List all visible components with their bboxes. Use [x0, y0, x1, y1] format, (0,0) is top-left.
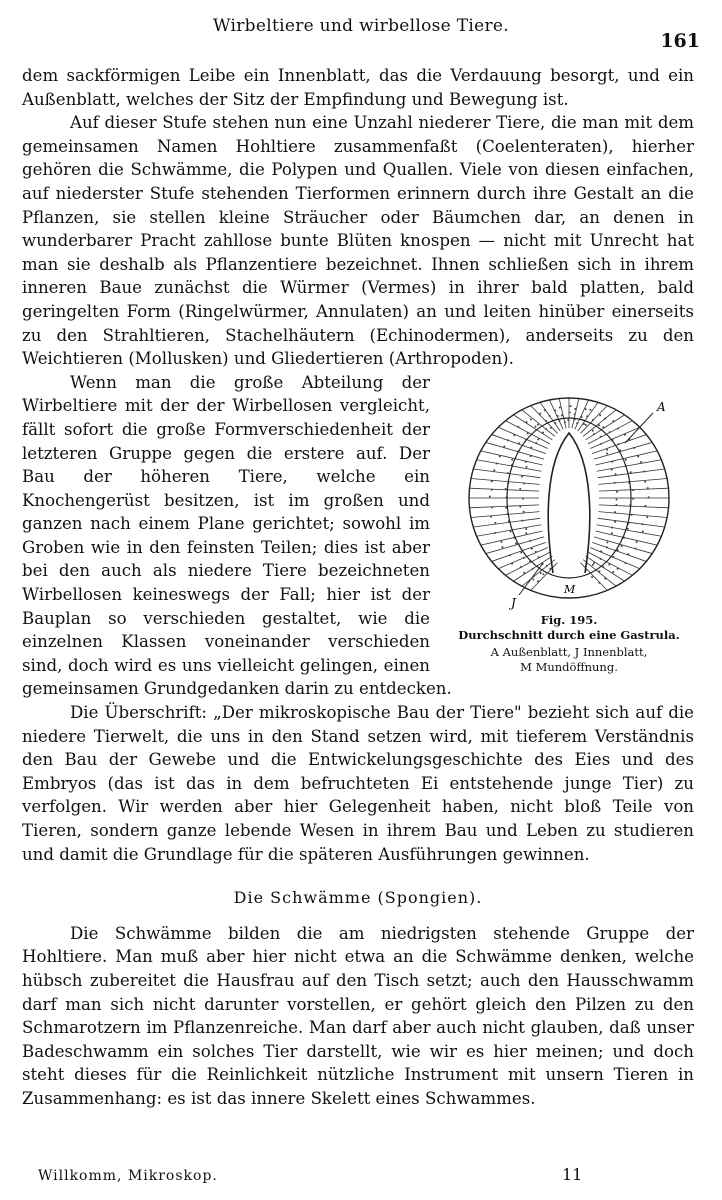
figure-gastrula [444, 373, 694, 674]
cell-nucleus [540, 572, 542, 574]
cell-nucleus [511, 562, 513, 564]
cell-nucleus [600, 558, 602, 560]
cell-nucleus [615, 473, 617, 475]
cell-boundary [469, 505, 539, 508]
cell-nucleus [643, 470, 645, 472]
cell-nucleus [521, 475, 523, 477]
cell-nucleus [542, 573, 544, 575]
cell-nucleus [557, 415, 559, 417]
cell-nucleus [507, 472, 509, 474]
cell-nucleus [535, 551, 537, 553]
cell-nucleus [518, 442, 520, 444]
cell-nucleus [561, 414, 563, 416]
section-heading: Die Schwämme (Spongien). [233, 888, 483, 908]
cell-nucleus [586, 415, 588, 417]
cell-nucleus [606, 546, 608, 548]
cell-nucleus [520, 551, 522, 553]
cell-nucleus [646, 516, 648, 518]
cell-nucleus [583, 423, 585, 425]
figure-number: Fig. 195. [540, 612, 598, 627]
cell-nucleus [634, 547, 636, 549]
cell-nucleus [592, 564, 594, 566]
cell-nucleus [585, 408, 587, 410]
cell-nucleus [614, 511, 616, 513]
cell-boundary [471, 511, 540, 517]
cell-nucleus [621, 545, 623, 547]
cell-boundary [598, 478, 667, 484]
cell-nucleus [647, 487, 649, 489]
cell-nucleus [574, 408, 576, 410]
cell-nucleus [612, 556, 614, 558]
paragraph-4: Die Überschrift: „Der mikroskopische Bau der Tiere" bezieht sich auf die niedere Tierwelt, die uns in den Stand setzen wird, mit tieferem Verständnis den Bau der Gewebe und die Entwickelungsgeschichte des Eies und des Embryos (das ist das in dem befruchteten Ei entstehende junge Tier) zu verfolgen. Wir werden aber hier Gelegenheit haben, nicht bloß Teile von Tieren, sondern ganze lebende Wesen in ihrem Bau und Leben zu studieren und damit die Grundlage für die späteren Ausführungen gewinnen. [22, 703, 694, 864]
cell-nucleus [641, 523, 643, 525]
paragraph-1: dem sackförmigen Leibe ein Innenblatt, das die Verdauung besorgt, und ein Außenblatt, welches der Sitz der Empfindung und Bewegung ist. [22, 66, 694, 109]
page-number: 161 [660, 30, 700, 52]
cell-nucleus [593, 562, 595, 564]
cell-nucleus [549, 567, 551, 569]
cell-nucleus [611, 468, 613, 470]
cell-nucleus [539, 412, 541, 414]
cell-boundary [486, 442, 544, 459]
cell-nucleus [491, 506, 493, 508]
cell-boundary [481, 531, 543, 545]
cell-nucleus [500, 541, 502, 543]
cell-nucleus [592, 419, 594, 421]
cell-nucleus [614, 481, 616, 483]
cell-nucleus [535, 425, 537, 427]
cell-nucleus [530, 455, 532, 457]
cell-boundary [471, 478, 540, 484]
cell-nucleus [505, 488, 507, 490]
cell-nucleus [632, 489, 634, 491]
cell-nucleus [550, 427, 552, 429]
cell-boundary [594, 442, 652, 459]
figure-legend-line-1: A Außenblatt, J Innenblatt, [490, 644, 648, 659]
footer-signature: Willkomm, Mikroskop. [38, 1168, 218, 1184]
cell-nucleus [611, 532, 613, 534]
cell-nucleus [564, 421, 566, 423]
cell-nucleus [599, 414, 601, 416]
cell-nucleus [636, 541, 638, 543]
cell-nucleus [493, 469, 495, 471]
cell-nucleus [611, 460, 613, 462]
cell-nucleus [522, 497, 524, 499]
cell-nucleus [554, 409, 556, 411]
label-j: J [511, 595, 516, 610]
cell-nucleus [491, 480, 493, 482]
cell-nucleus [569, 405, 571, 407]
cell-nucleus [604, 417, 606, 419]
cell-nucleus [532, 567, 534, 569]
cell-nucleus [535, 442, 537, 444]
cell-nucleus [523, 557, 525, 559]
cell-nucleus [559, 406, 561, 408]
cell-boundary [481, 451, 543, 465]
cell-nucleus [600, 435, 602, 437]
cell-nucleus [491, 488, 493, 490]
cell-nucleus [616, 498, 618, 500]
cell-nucleus [617, 427, 619, 429]
sheet-number: 11 [562, 1165, 583, 1184]
cell-nucleus [632, 498, 634, 500]
cell-nucleus [525, 528, 527, 530]
cell-boundary [531, 562, 558, 590]
cell-nucleus [510, 530, 512, 532]
cell-nucleus [612, 420, 614, 422]
label-m: M [564, 582, 576, 596]
cell-nucleus [527, 432, 529, 434]
section-paragraph: Die Schwämme bilden die am niedrigsten stehende Gruppe der Hohltiere. Man muß aber hier nicht etwa an die Schwämme denken, welche hübsch zubereitet die Hausfrau auf den Tisch setzt; auch den Hausschwamm darf man sich nicht darunter vorstellen, er gehört gleich den Pilzen zu den Schmarotzern im Pflanzenreiche. Man darf aber auch nicht glauben, daß unser Badeschwamm ein solches Tier darstellt, wie wir es hier meinen; und doch steht dieses für die Reinlichkeit nützliche Instrument mit unsern Tieren in Zusammenhang: es ist das innere Skelett eines Schwammes. [22, 923, 694, 1108]
cell-nucleus [644, 505, 646, 507]
label-a: A [657, 399, 666, 414]
cell-nucleus [531, 547, 533, 549]
cell-nucleus [574, 413, 576, 415]
cell-nucleus [609, 431, 611, 433]
cell-nucleus [496, 462, 498, 464]
cell-nucleus [544, 409, 546, 411]
cell-nucleus [526, 466, 528, 468]
cell-nucleus [501, 546, 503, 548]
cell-nucleus [525, 532, 527, 534]
cell-nucleus [640, 461, 642, 463]
cell-nucleus [642, 530, 644, 532]
cell-boundary [597, 459, 662, 470]
cell-nucleus [604, 577, 606, 579]
cell-nucleus [600, 550, 602, 552]
cell-nucleus [593, 433, 595, 435]
cell-boundary [469, 488, 539, 491]
cell-nucleus [644, 480, 646, 482]
cell-nucleus [617, 567, 619, 569]
cell-nucleus [545, 420, 547, 422]
cell-nucleus [519, 488, 521, 490]
cell-nucleus [615, 504, 617, 506]
cell-nucleus [585, 424, 587, 426]
cell-nucleus [625, 458, 627, 460]
cell-nucleus [630, 471, 632, 473]
cell-nucleus [606, 452, 608, 454]
cell-nucleus [600, 443, 602, 445]
cell-nucleus [627, 553, 629, 555]
cell-nucleus [546, 564, 548, 566]
cell-nucleus [614, 521, 616, 523]
cell-nucleus [549, 415, 551, 417]
cell-nucleus [602, 566, 604, 568]
cell-boundary [595, 531, 657, 545]
cell-nucleus [489, 495, 491, 497]
cell-nucleus [637, 455, 639, 457]
cell-nucleus [602, 426, 604, 428]
cell-nucleus [525, 460, 527, 462]
cell-nucleus [519, 505, 521, 507]
cell-nucleus [532, 578, 534, 580]
cell-nucleus [523, 510, 525, 512]
cell-boundary [473, 518, 540, 527]
cell-nucleus [511, 458, 513, 460]
cell-nucleus [591, 576, 593, 578]
cell-boundary [594, 537, 652, 554]
cell-nucleus [503, 445, 505, 447]
cell-nucleus [598, 424, 600, 426]
cell-nucleus [494, 532, 496, 534]
cell-nucleus [624, 434, 626, 436]
cell-nucleus [554, 422, 556, 424]
cell-nucleus [513, 434, 515, 436]
cell-nucleus [576, 422, 578, 424]
cell-nucleus [523, 571, 525, 573]
cell-nucleus [523, 482, 525, 484]
cell-nucleus [507, 439, 509, 441]
cell-nucleus [537, 580, 539, 582]
cell-nucleus [567, 419, 569, 421]
cell-nucleus [581, 416, 583, 418]
figure-caption: Durchschnitt durch eine Gastrula. [458, 627, 680, 642]
cell-nucleus [612, 571, 614, 573]
cell-boundary [598, 518, 665, 527]
body-text [22, 64, 694, 1111]
cell-boundary [599, 505, 669, 508]
cell-boundary [477, 459, 542, 470]
cell-nucleus [529, 540, 531, 542]
cell-nucleus [569, 411, 571, 413]
running-head: Wirbeltiere und wirbellose Tiere. [213, 16, 509, 36]
cell-nucleus [625, 562, 627, 564]
cell-nucleus [537, 423, 539, 425]
cell-nucleus [592, 429, 594, 431]
cell-nucleus [608, 563, 610, 565]
cell-nucleus [542, 431, 544, 433]
cell-nucleus [538, 556, 540, 558]
cell-nucleus [509, 554, 511, 556]
gastrula-illustration [449, 373, 689, 613]
cell-nucleus [520, 566, 522, 568]
cell-boundary [580, 405, 607, 433]
cell-nucleus [537, 438, 539, 440]
cell-nucleus [616, 491, 618, 493]
cell-nucleus [515, 542, 517, 544]
cell-nucleus [598, 581, 600, 583]
cell-boundary [595, 451, 657, 465]
cell-nucleus [499, 455, 501, 457]
cell-nucleus [517, 426, 519, 428]
cell-nucleus [606, 448, 608, 450]
cell-nucleus [589, 409, 591, 411]
cell-nucleus [490, 515, 492, 517]
cell-nucleus [611, 526, 613, 528]
cell-boundary [477, 525, 542, 536]
paragraph-2: Auf dieser Stufe stehen nun eine Unzahl niederer Tiere, die man mit dem gemeinsamen Namen Hohltiere zusammenfaßt (Coelenteraten), hierher gehören die Schwämme, die Polypen und Quallen. Viele von diesen einfachen, auf niederster Stufe stehenden Tierformen erinnern durch ihre Gestalt an die Pflanzen, sie stellen kleine Sträucher oder Bäumchen dar, an denen in wunderbarer Pracht zahllose bunte Blüten knospen — nicht mit Unrecht hat man sie deshalb als Pflanzentiere bezeichnet. Ihnen schließen sich in ihrem inneren Baue zunächst die Würmer (Vermes) in ihrer bald platten, bald geringelten Form (Ringelwürmer, Annulaten) an und leiten hinüber einerseits zu den Strahltieren, Stachelhäutern (Echinodermen), anderseits zu den Weichtieren (Mollusken) und Gliedertieren (Arthropoden). [22, 113, 694, 369]
cell-nucleus [631, 514, 633, 516]
cell-nucleus [648, 496, 650, 498]
cell-nucleus [606, 541, 608, 543]
cell-nucleus [521, 519, 523, 521]
cell-nucleus [526, 421, 528, 423]
cell-nucleus [633, 447, 635, 449]
figure-legend-line-2: M Mundöffnung. [520, 659, 618, 674]
cell-nucleus [598, 570, 600, 572]
cell-nucleus [505, 506, 507, 508]
paragraph-3: Wenn man die große Abteilung der Wirbeltiere mit der der Wirbellosen vergleicht, fällt sofort die große Formverschiedenheit der letzteren Gruppe gegen die erstere auf. Der Bau der höheren Tiere, welche ein Knochengerüst besitzen, ist im großen und ganzen nach einem Plane gerichtet; sowohl im Groben wie in den feinsten Teilen; dies ist aber bei den auch als niedere Tiere bezeichneten Wirbellosen keineswegs der Fall; hier ist der Bauplan so verschieden gestaltet, wie die einzelnen Klassen voneinander verschieden sind, doch wird es uns vielleicht gelingen, einen gemeinsamen Grundgedanken darin zu entdecken. [22, 372, 452, 699]
cell-nucleus [494, 522, 496, 524]
cell-nucleus [530, 418, 532, 420]
cell-boundary [598, 511, 667, 517]
cell-nucleus [618, 443, 620, 445]
cell-boundary [597, 525, 662, 536]
cell-nucleus [530, 446, 532, 448]
cell-nucleus [545, 428, 547, 430]
cell-boundary [598, 469, 665, 478]
cell-nucleus [558, 420, 560, 422]
